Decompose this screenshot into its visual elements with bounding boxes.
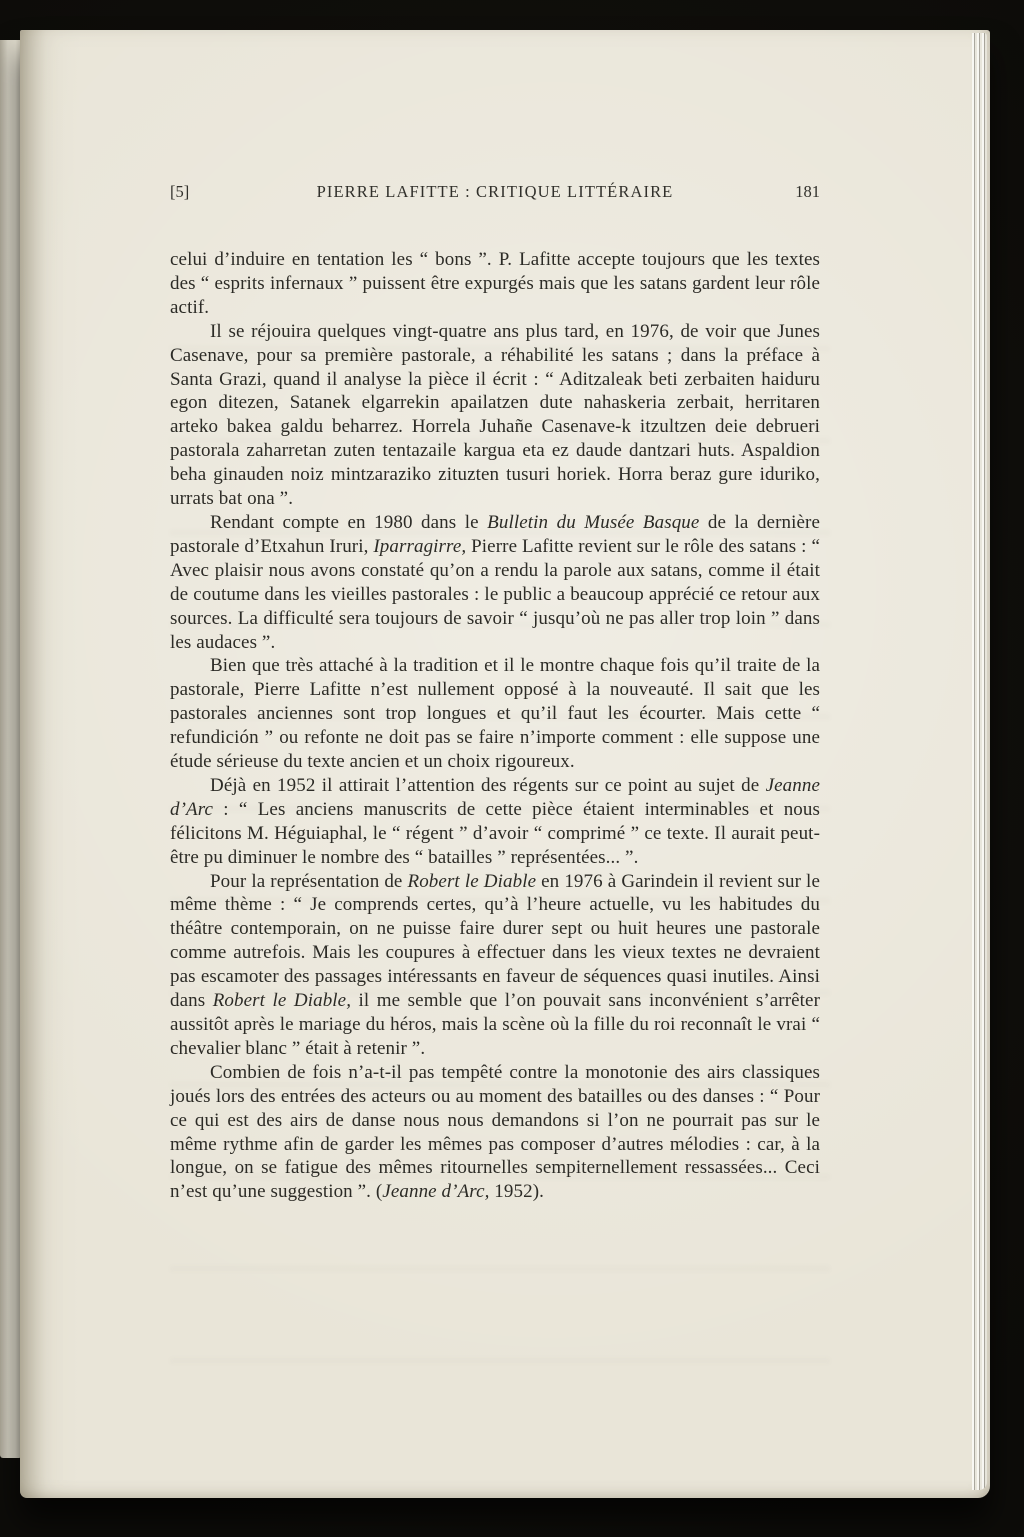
text-run: Combien de fois n’a-t-il pas tempêté contre la monotonie des airs classiques joués lors des entrées des acteurs ou au moment des batailles ou des danses : “ Pour ce qui est des airs de danse nous nous demandons si l’on ne pourrait pas sur le même rythme afin de garder les mêmes pas composer d’autres mélodies : car, à la longue, on se fatigue des mêmes ritournelles sempiternellement ressassées... Ceci n’est qu’une suggestion ”. ( (170, 1061, 820, 1203)
italic-run: Robert le Diable, (212, 990, 352, 1012)
text-run: : “ Les anciens manuscrits de cette pièce étaient interminables et nous félicitons M. Héguiaphal, le “ régent ” d’avoir “ comprimé ” ce texte. Il aurait peut-être pu diminuer le nombre des “ batailles ” représentées... ”. (170, 798, 820, 868)
paragraph (170, 511, 820, 654)
page-content (170, 182, 820, 1204)
page-header (170, 182, 820, 202)
paragraph (170, 654, 820, 774)
text-run: Pierre Lafitte revient sur le rôle des satans : “ Avec plaisir nous avons constaté qu’on a rendu la parole aux satans, comme il était de coutume dans les vieilles pastorales : le public a beaucoup apprécié ce retour aux sources. La difficulté sera toujours de savoir “ jusqu’où ne pas aller trop loin ” dans les audaces ”. (170, 535, 820, 653)
text-run: Déjà en 1952 il attirait l’attention des régents sur ce point au sujet de (210, 774, 766, 796)
paragraph (170, 774, 820, 870)
paragraph (170, 870, 820, 1061)
paragraph (170, 248, 820, 320)
header-page-number: 181 (795, 182, 820, 201)
italic-run: Iparragirre, (373, 535, 467, 557)
facing-page-edge (0, 40, 22, 1458)
italic-run: Bulletin du Musée Basque (487, 511, 700, 533)
text-body (170, 248, 820, 1204)
text-run: en 1976 à Garindein il revient sur le même thème : “ Je comprends certes, qu’à l’heure actuelle, vu les habitudes du théâtre contemporain, on ne puisse faire durer sept ou huit heures une pastorale comme autrefois. Mais les coupures à effectuer dans les vieux textes ne devraient pas escamoter des passages intéressants en faveur de séquences quasi inutiles. Ainsi dans (170, 870, 820, 1012)
text-run: Bien que très attaché à la tradition et il le montre chaque fois qu’il traite de la pastorale, Pierre Lafitte n’est nullement opposé à la nouveauté. Il sait que les pastorales anciennes sont trop longues et qu’il faut les écourter. Mais cette “ refundición ” ou refonte ne doit pas se faire n’importe comment : elle suppose une étude sérieuse du texte ancien et un choix rigoureux. (170, 655, 820, 773)
header-section-marker: [5] (170, 182, 190, 201)
header-running-title: PIERRE LAFITTE : CRITIQUE LITTÉRAIRE (316, 182, 674, 201)
text-run: celui d’induire en tentation les “ bons ”. P. Lafitte accepte toujours que les textes des “ esprits infernaux ” puissent être expurgés mais que les satans gardent leur rôle actif. (170, 249, 820, 318)
page-stack-edges (972, 33, 987, 1490)
text-run: Pour la représentation de (210, 870, 408, 892)
paragraph (170, 320, 820, 511)
text-run: il me semble que l’on pouvait sans inconvénient s’arrêter aussitôt après le mariage du héros, mais la scène où la fille du roi reconnaît le vrai “ chevalier blanc ” était à retenir ”. (170, 990, 821, 1059)
text-run: 1952). (489, 1181, 544, 1203)
paragraph (170, 1061, 820, 1204)
text-run: de la dernière pastorale d’Etxahun Iruri, (170, 511, 820, 557)
italic-run: Jeanne d’Arc, (382, 1181, 490, 1203)
italic-run: Jeanne d’Arc (170, 774, 820, 820)
text-run: Il se réjouira quelques vingt-quatre ans plus tard, en 1976, de voir que Junes Casenave, pour sa première pastorale, a réhabilité les satans ; dans la préface à Santa Grazi, quand il analyse la pièce il écrit : “ Aditzaleak beti zerbaiten haiduru egon ditezen, Satanek elgarrekin apailatzen dute nahaskeria zerbait, herritaren arteko bakea galdu beharrez. Horrela Juhañe Casenave-k itzultzen deie debrueri pastorala zaharretan zuten tentazaile kargua eta ez daude dantzari huts. Aspaldion beha ginauden noiz mintzaraziko zituzten tusuri horiek. Horra beraz gure iduriko, urrats bat ona ”. (170, 320, 820, 510)
book-page (20, 30, 990, 1498)
text-run: Rendant compte en 1980 dans le (210, 511, 488, 533)
italic-run: Robert le Diable (407, 870, 537, 892)
